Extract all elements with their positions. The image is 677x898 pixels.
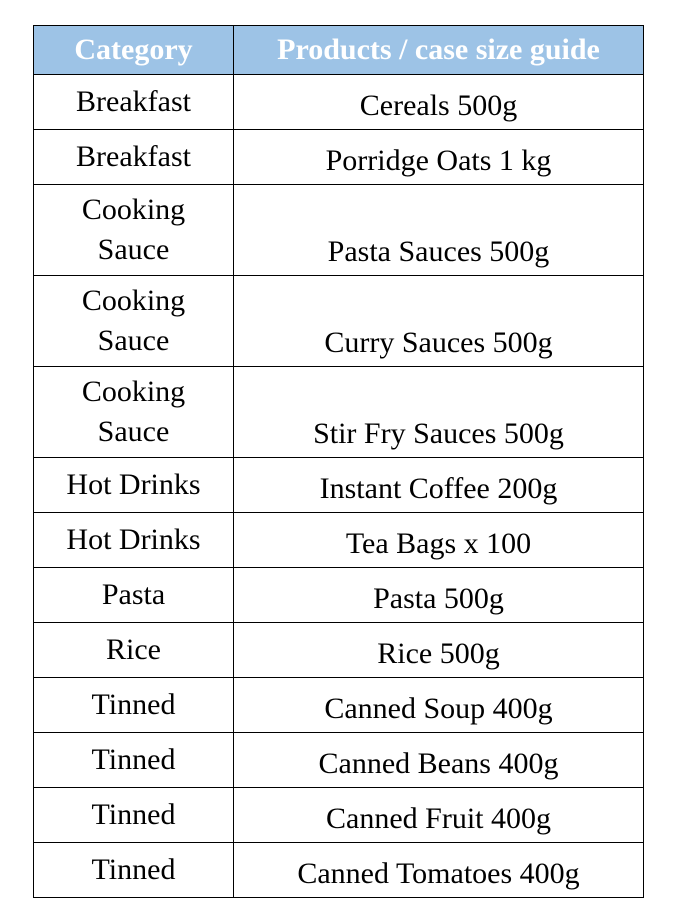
product-cell: Canned Beans 400g [234,733,644,788]
category-cell [34,458,234,513]
table-row [34,568,644,623]
product-cell: Canned Fruit 400g [234,788,644,843]
category-cell [34,623,234,678]
table-header-row [34,26,644,75]
category-label: Rice [106,633,161,666]
category-cell [34,788,234,843]
category-cell [34,513,234,568]
header-products: Products / case size guide [234,26,644,75]
category-cell [34,568,234,623]
table-row [34,623,644,678]
table-row [34,843,644,898]
table-row [34,788,644,843]
category-label: Cooking Sauce [81,284,186,357]
category-label: Breakfast [76,140,191,173]
product-cell: Stir Fry Sauces 500g [234,367,644,458]
category-cell [34,733,234,788]
table-row [34,458,644,513]
category-cell [34,185,234,276]
table-row [34,276,644,367]
product-cell: Porridge Oats 1 kg [234,130,644,185]
product-cell: Curry Sauces 500g [234,276,644,367]
category-cell [34,678,234,733]
product-cell: Canned Soup 400g [234,678,644,733]
category-label: Hot Drinks [66,523,201,556]
category-label: Tinned [91,853,176,886]
product-guide-table [33,25,644,898]
category-label: Pasta [101,578,166,611]
category-label: Cooking Sauce [81,375,186,448]
category-cell [34,276,234,367]
category-cell [34,130,234,185]
category-cell [34,75,234,130]
table-row [34,75,644,130]
product-cell: Pasta Sauces 500g [234,185,644,276]
product-cell: Cereals 500g [234,75,644,130]
category-label: Tinned [91,798,176,831]
table-row [34,733,644,788]
category-label: Hot Drinks [66,468,201,501]
product-cell: Instant Coffee 200g [234,458,644,513]
category-label: Tinned [91,743,176,776]
category-cell [34,367,234,458]
category-label: Breakfast [76,85,191,118]
category-cell [34,843,234,898]
table-row [34,513,644,568]
product-cell: Rice 500g [234,623,644,678]
table-row [34,678,644,733]
category-label: Cooking Sauce [81,193,186,266]
table-row [34,130,644,185]
product-cell: Pasta 500g [234,568,644,623]
table-row [34,185,644,276]
header-category: Category [34,26,234,75]
category-label: Tinned [91,688,176,721]
product-cell: Tea Bags x 100 [234,513,644,568]
product-cell: Canned Tomatoes 400g [234,843,644,898]
table-row [34,367,644,458]
